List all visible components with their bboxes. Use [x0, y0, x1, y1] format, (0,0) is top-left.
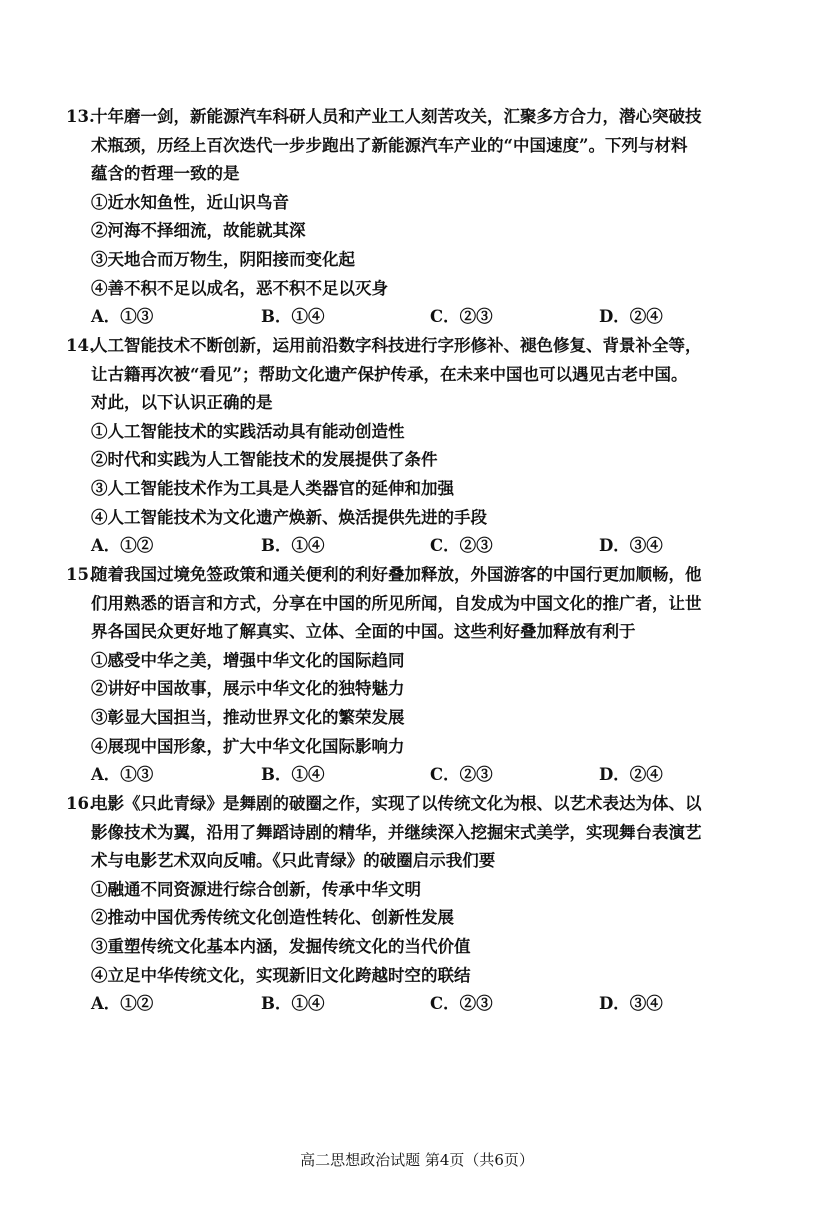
- option-b: B．①④: [261, 994, 325, 1014]
- option-b: B．①④: [261, 307, 325, 327]
- option-c: C．②③: [430, 307, 493, 327]
- option-c: C．②③: [430, 536, 493, 556]
- question-stem-line: 界各国民众更好地了解真实、立体、全面的中国。这些利好叠加释放有利于: [91, 622, 636, 642]
- answer-options: [66, 990, 766, 1019]
- option-c: C．②③: [430, 765, 493, 785]
- statement-item: ③重塑传统文化基本内涵，发掘传统文化的当代价值: [91, 936, 471, 956]
- question-stem-line: 们用熟悉的语言和方式，分享在中国的所见所闻，自发成为中国文化的推广者，让世: [91, 593, 702, 613]
- statement-item: ③天地合而万物生，阴阳接而变化起: [91, 249, 355, 269]
- question-stem-line: 术与电影艺术双向反哺。《只此青绿》的破圈启示我们要: [91, 851, 496, 871]
- statement-item: ④人工智能技术为文化遗产焕新、焕活提供先进的手段: [91, 507, 487, 527]
- question-13: [66, 103, 766, 332]
- statement-item: ①近水知鱼性，近山识鸟音: [91, 192, 289, 212]
- answer-options: [66, 303, 766, 332]
- question-stem-line: 15.随着我国过境免签政策和通关便利的利好叠加释放，外国游客的中国行更加顺畅，他: [66, 561, 766, 590]
- question-stem-line: 16.电影《只此青绿》是舞剧的破圈之作，实现了以传统文化为根、以艺术表达为体、以: [66, 790, 766, 819]
- question-number: 13.: [66, 107, 95, 126]
- answer-options: [66, 761, 766, 790]
- statement-item: ③人工智能技术作为工具是人类器官的延伸和加强: [91, 478, 454, 498]
- question-stem-line: 13.十年磨一剑，新能源汽车科研人员和产业工人刻苦攻关，汇聚多方合力，潜心突破技: [66, 103, 766, 132]
- answer-options: [66, 532, 766, 561]
- option-d: D．②④: [599, 765, 663, 785]
- question-14: [66, 332, 766, 561]
- question-stem-line: 对此，以下认识正确的是: [91, 393, 273, 413]
- statement-item: ②河海不择细流，故能就其深: [91, 221, 306, 241]
- question-number: 16.: [66, 794, 95, 813]
- question-number: 15.: [66, 565, 95, 584]
- option-d: D．③④: [599, 536, 663, 556]
- question-stem-line: 术瓶颈，历经上百次迭代一步步跑出了新能源汽车产业的“中国速度”。下列与材料: [91, 135, 688, 155]
- question-16: [66, 790, 766, 1019]
- option-a: A．①③: [91, 765, 154, 785]
- statement-item: ③彰显大国担当，推动世界文化的繁荣发展: [91, 707, 405, 727]
- option-a: A．①②: [91, 994, 154, 1014]
- question-stem-line: 让古籍再次被“看见”；帮助文化遗产保护传承，在未来中国也可以遇见古老中国。: [91, 364, 688, 384]
- option-a: A．①②: [91, 536, 154, 556]
- statement-item: ①人工智能技术的实践活动具有能动创造性: [91, 421, 405, 441]
- question-stem-line: 影像技术为翼，沿用了舞蹈诗剧的精华，并继续深入挖掘宋式美学，实现舞台表演艺: [91, 822, 702, 842]
- option-a: A．①③: [91, 307, 154, 327]
- page-footer: 高二思想政治试题 第4页（共6页）: [300, 1151, 534, 1169]
- question-number: 14.: [66, 336, 95, 355]
- statement-item: ②推动中国优秀传统文化创造性转化、创新性发展: [91, 908, 454, 928]
- statement-item: ②讲好中国故事，展示中华文化的独特魅力: [91, 679, 405, 699]
- question-stem-line: 蕴含的哲理一致的是: [91, 164, 240, 184]
- statement-item: ②时代和实践为人工智能技术的发展提供了条件: [91, 450, 438, 470]
- option-b: B．①④: [261, 765, 325, 785]
- statement-item: ④立足中华传统文化，实现新旧文化跨越时空的联结: [91, 965, 471, 985]
- statement-item: ④展现中国形象，扩大中华文化国际影响力: [91, 736, 405, 756]
- question-stem-line: 14.人工智能技术不断创新，运用前沿数字科技进行字形修补、褪色修复、背景补全等，: [66, 332, 766, 361]
- statement-item: ④善不积不足以成名，恶不积不足以灭身: [91, 278, 388, 298]
- statement-item: ①感受中华之美，增强中华文化的国际趋同: [91, 650, 405, 670]
- option-c: C．②③: [430, 994, 493, 1014]
- option-b: B．①④: [261, 536, 325, 556]
- option-d: D．③④: [599, 994, 663, 1014]
- option-d: D．②④: [599, 307, 663, 327]
- question-15: [66, 561, 766, 790]
- statement-item: ①融通不同资源进行综合创新，传承中华文明: [91, 879, 421, 899]
